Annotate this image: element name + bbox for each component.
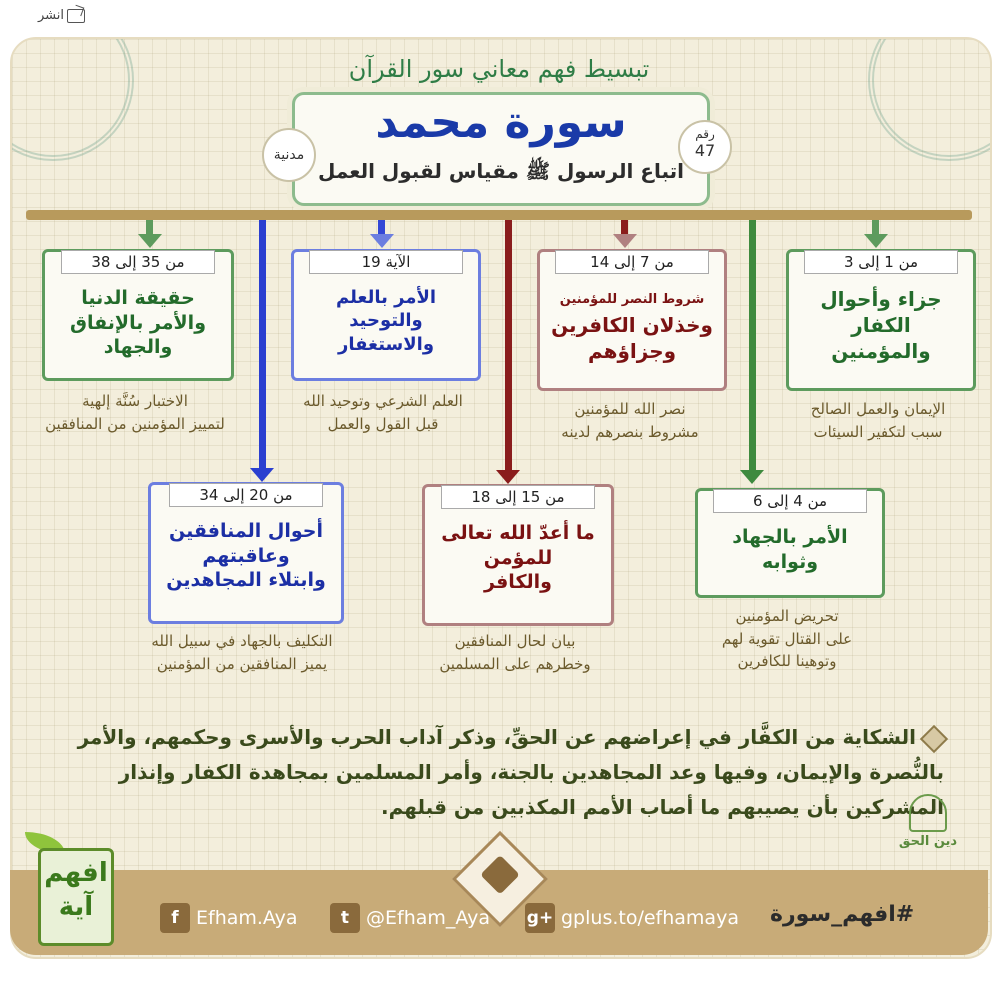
surah-title: سورة محمد bbox=[375, 97, 627, 148]
page-subtitle: تبسيط فهم معاني سور القرآن bbox=[348, 55, 650, 83]
section-title: وخذلان الكافرين وجزاؤهم bbox=[551, 313, 713, 363]
connector-line bbox=[749, 220, 756, 472]
gplus-link[interactable] bbox=[525, 903, 739, 933]
facebook-handle: Efham.Aya bbox=[196, 907, 298, 929]
surah-number-badge bbox=[678, 120, 732, 174]
share-button[interactable] bbox=[38, 8, 85, 23]
section-title: جزاء وأحوال الكفار والمؤمنين bbox=[820, 287, 942, 363]
section-box-7-14 bbox=[537, 249, 727, 391]
arrow-down-icon bbox=[864, 234, 888, 248]
section-title: الأمر بالجهاد وثوابه bbox=[732, 526, 848, 573]
surah-summary bbox=[24, 720, 944, 825]
gplus-icon: g+ bbox=[525, 903, 555, 933]
ayah-range: الآية 19 bbox=[309, 250, 463, 274]
ayah-range: من 1 إلى 3 bbox=[804, 250, 958, 274]
surah-number: 47 bbox=[694, 141, 716, 161]
section-box-1-3 bbox=[786, 249, 976, 391]
ayah-range: من 15 إلى 18 bbox=[441, 485, 595, 509]
efham-aya-logo bbox=[38, 848, 114, 946]
section-note: الإيمان والعمل الصالح سبب لتكفير السيئات bbox=[810, 400, 946, 441]
section-title: ما أعدّ الله تعالى للمؤمن والكافر bbox=[441, 522, 595, 594]
right-logo bbox=[892, 794, 964, 849]
facebook-icon: f bbox=[160, 903, 190, 933]
arrow-down-icon bbox=[496, 470, 520, 484]
title-box bbox=[292, 92, 710, 206]
surah-number-label: رقم bbox=[695, 127, 715, 141]
connector-bar bbox=[26, 210, 972, 220]
arrow-down-icon bbox=[138, 234, 162, 248]
ayah-range: من 35 إلى 38 bbox=[61, 250, 215, 274]
ayah-range: من 7 إلى 14 bbox=[555, 250, 709, 274]
facebook-link[interactable] bbox=[160, 903, 298, 933]
section-subtitle: شروط النصر للمؤمنين bbox=[559, 292, 705, 307]
connector-line bbox=[259, 220, 266, 470]
section-box-4-6 bbox=[695, 488, 885, 598]
gplus-url: gplus.to/efhamaya bbox=[561, 907, 739, 929]
section-note: نصر الله للمؤمنين مشروط بنصرهم لدينه bbox=[561, 400, 699, 441]
right-logo-text: دين الحق bbox=[898, 834, 958, 849]
section-box-15-18 bbox=[422, 484, 614, 626]
twitter-link[interactable] bbox=[330, 903, 490, 933]
ayah-range: من 20 إلى 34 bbox=[169, 483, 323, 507]
arrow-down-icon bbox=[250, 468, 274, 482]
section-note: الاختبار سُنَّة إلهية لتمييز المؤمنين من المنافقين bbox=[45, 392, 225, 433]
logo-line1: افهم bbox=[44, 858, 108, 888]
revelation-type: مدنية bbox=[273, 147, 305, 163]
section-box-20-34 bbox=[148, 482, 344, 624]
section-note: العلم الشرعي وتوحيد الله قبل القول والعمل bbox=[303, 392, 463, 433]
section-title: حقيقة الدنيا والأمر بالإنفاق والجهاد bbox=[69, 287, 206, 359]
section-box-19 bbox=[291, 249, 481, 381]
arrow-down-icon bbox=[740, 470, 764, 484]
share-icon bbox=[67, 9, 85, 23]
revelation-badge bbox=[262, 128, 316, 182]
connector-line bbox=[505, 220, 512, 472]
section-box-35-38 bbox=[42, 249, 234, 381]
section-note: بيان لحال المنافقين وخطرهم على المسلمين bbox=[439, 632, 591, 673]
hashtag[interactable]: #افهم_سورة bbox=[770, 902, 915, 927]
summary-text: الشكاية من الكفَّار في إعراضهم عن الحقِّ، وذكر آداب الحرب والأسرى وحكمهم، والأمر بالنُّصرة والإيمان، وفيها وعد المجاهدين بالجنة، وأمر المسلمين بمجاهدة الكفار وإنذار المشركين بأن يصيبهم ما أصاب الأمم المكذبين من قبلهم. bbox=[77, 725, 944, 819]
arrow-down-icon bbox=[370, 234, 394, 248]
section-title: الأمر بالعلم والتوحيد والاستغفار bbox=[335, 287, 437, 355]
twitter-icon: t bbox=[330, 903, 360, 933]
mosque-dome-icon bbox=[909, 794, 947, 832]
diamond-icon bbox=[920, 724, 948, 752]
ayah-range: من 4 إلى 6 bbox=[713, 489, 867, 513]
logo-line2: آية bbox=[58, 891, 94, 922]
twitter-handle: @Efham_Aya bbox=[366, 907, 490, 929]
section-title: أحوال المنافقين وعاقبتهم وابتلاء المجاهدين bbox=[166, 520, 326, 592]
arrow-down-icon bbox=[613, 234, 637, 248]
share-label: انشر bbox=[38, 8, 64, 23]
surah-theme: اتباع الرسول ﷺ مقياس لقبول العمل bbox=[318, 159, 684, 183]
section-note: التكليف بالجهاد في سبيل الله يميز المنافقين من المؤمنين bbox=[151, 632, 333, 673]
section-note: تحريض المؤمنين على القتال تقوية لهم وتوهينا للكافرين bbox=[721, 607, 853, 670]
